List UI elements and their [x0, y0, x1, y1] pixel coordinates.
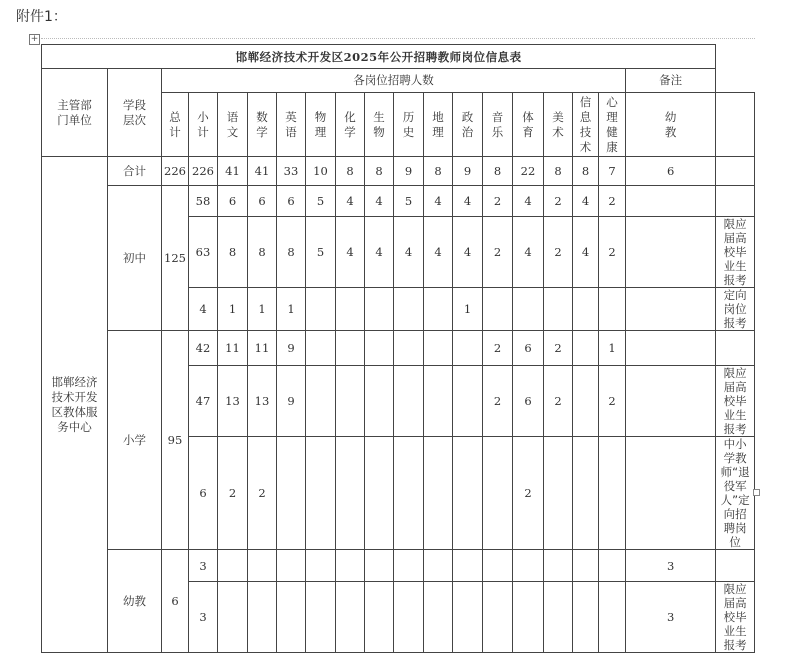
- subject-value-cell: [336, 331, 365, 366]
- header-subject-text: 体育: [522, 109, 534, 139]
- subject-value-cell: [424, 437, 453, 550]
- header-subject-text: 美术: [552, 109, 564, 139]
- subject-value-cell: [573, 366, 599, 437]
- table-row: [42, 186, 755, 217]
- header-group: 各岗位招聘人数: [162, 69, 626, 93]
- subject-value-cell: [544, 550, 573, 582]
- subject-value-cell: 4: [365, 217, 394, 288]
- summary-value: 8: [424, 157, 453, 186]
- subject-value-cell: 4: [394, 217, 424, 288]
- group-total-cell: 125: [162, 186, 189, 331]
- header-subject-1: [248, 93, 277, 157]
- subject-value-cell: 1: [277, 288, 306, 331]
- subtotal-cell: 58: [189, 186, 218, 217]
- subject-value-cell: [365, 550, 394, 582]
- level-cell: 幼教: [108, 550, 162, 653]
- subject-value-cell: [365, 437, 394, 550]
- subject-value-cell: [626, 331, 716, 366]
- header-level-text: 学段层次: [123, 97, 146, 127]
- subject-value-cell: [336, 288, 365, 331]
- summary-total: 226: [162, 157, 189, 186]
- page-margin-guide: [41, 38, 755, 39]
- header-subject-text: 历史: [402, 109, 415, 139]
- subject-value-cell: 2: [248, 437, 277, 550]
- subject-value-cell: 4: [365, 186, 394, 217]
- header-subject-2: [277, 93, 306, 157]
- subject-value-cell: [306, 288, 336, 331]
- header-subject-11: [544, 93, 573, 157]
- subject-value-cell: 1: [599, 331, 626, 366]
- subject-value-cell: 2: [544, 217, 573, 288]
- remark-cell: 中小学教师“退役军人”定向招聘岗位: [716, 437, 755, 550]
- subject-value-cell: [424, 366, 453, 437]
- subject-value-cell: [599, 288, 626, 331]
- table-title: 邯郸经济技术开发区2025年公开招聘教师岗位信息表: [42, 45, 716, 69]
- subtotal-cell: 6: [189, 437, 218, 550]
- remark-cell: 限应届高校毕业生报考: [716, 217, 755, 288]
- subtotal-cell: 42: [189, 331, 218, 366]
- header-remark-blank: [716, 93, 755, 157]
- dept-name-cell: [42, 157, 108, 653]
- header-subject-9: [483, 93, 513, 157]
- group-total-cell: 95: [162, 331, 189, 550]
- subject-value-cell: 9: [277, 331, 306, 366]
- subject-value-cell: 8: [218, 217, 248, 288]
- subject-value-cell: 2: [483, 331, 513, 366]
- attachment-label: 附件1：: [16, 9, 67, 25]
- subtotal-cell: 63: [189, 217, 218, 288]
- subject-value-cell: [453, 550, 483, 582]
- table-resize-handle[interactable]: [753, 489, 760, 496]
- header-subject-0: [218, 93, 248, 157]
- subject-value-cell: 1: [218, 288, 248, 331]
- summary-value: 8: [573, 157, 599, 186]
- subject-value-cell: 4: [453, 217, 483, 288]
- recruitment-table: [41, 44, 755, 653]
- header-subject-text: 语文: [226, 109, 239, 139]
- subject-value-cell: 9: [277, 366, 306, 437]
- header-subject-14: [626, 93, 716, 157]
- subject-value-cell: 1: [248, 288, 277, 331]
- subject-value-cell: [453, 437, 483, 550]
- subject-value-cell: 4: [424, 186, 453, 217]
- subject-value-cell: 11: [218, 331, 248, 366]
- subject-value-cell: [424, 550, 453, 582]
- subject-value-cell: 6: [513, 366, 544, 437]
- subject-value-cell: 4: [336, 186, 365, 217]
- subject-value-cell: 5: [394, 186, 424, 217]
- subject-value-cell: 6: [218, 186, 248, 217]
- subject-value-cell: [626, 217, 716, 288]
- header-subject-6: [394, 93, 424, 157]
- header-subject-10: [513, 93, 544, 157]
- subtotal-cell: 3: [189, 550, 218, 582]
- subject-value-cell: [248, 582, 277, 653]
- subject-value-cell: [218, 582, 248, 653]
- level-cell: 小学: [108, 331, 162, 550]
- remark-cell: 限应届高校毕业生报考: [716, 366, 755, 437]
- subject-value-cell: [626, 366, 716, 437]
- subject-value-cell: [336, 550, 365, 582]
- subject-value-cell: 3: [626, 582, 716, 653]
- subject-value-cell: 2: [599, 217, 626, 288]
- subject-value-cell: [453, 331, 483, 366]
- summary-value: 8: [336, 157, 365, 186]
- subject-value-cell: [306, 331, 336, 366]
- header-dept: [42, 69, 108, 157]
- subject-value-cell: [336, 366, 365, 437]
- subject-value-cell: [424, 331, 453, 366]
- subject-value-cell: 2: [513, 437, 544, 550]
- subject-value-cell: 4: [513, 217, 544, 288]
- header-subject-7: [424, 93, 453, 157]
- remark-cell: [716, 550, 755, 582]
- summary-value: 41: [248, 157, 277, 186]
- subject-value-cell: [306, 366, 336, 437]
- subject-value-cell: [394, 331, 424, 366]
- subject-value-cell: [626, 437, 716, 550]
- subject-value-cell: [513, 288, 544, 331]
- subject-value-cell: 4: [573, 186, 599, 217]
- subject-value-cell: 13: [218, 366, 248, 437]
- subject-value-cell: [544, 582, 573, 653]
- subject-value-cell: [394, 366, 424, 437]
- subject-value-cell: 2: [599, 186, 626, 217]
- remark-cell: [716, 331, 755, 366]
- header-subject-8: [453, 93, 483, 157]
- summary-value: 6: [626, 157, 716, 186]
- remark-cell: 限应届高校毕业生报考: [716, 582, 755, 653]
- subject-value-cell: 6: [513, 331, 544, 366]
- subject-value-cell: [483, 550, 513, 582]
- subject-value-cell: [513, 582, 544, 653]
- subject-value-cell: [277, 437, 306, 550]
- subject-value-cell: [365, 582, 394, 653]
- subject-value-cell: [336, 437, 365, 550]
- subject-value-cell: [306, 437, 336, 550]
- subject-value-cell: [394, 550, 424, 582]
- subject-value-cell: [336, 582, 365, 653]
- subject-value-cell: [513, 550, 544, 582]
- summary-remark: [716, 157, 755, 186]
- subject-value-cell: 2: [483, 366, 513, 437]
- subject-value-cell: [599, 437, 626, 550]
- header-subject-text: 物理: [314, 109, 327, 139]
- subject-value-cell: [365, 366, 394, 437]
- subject-value-cell: [573, 582, 599, 653]
- header-subject-5: [365, 93, 394, 157]
- subject-value-cell: 4: [336, 217, 365, 288]
- subject-value-cell: [483, 437, 513, 550]
- subject-value-cell: 4: [513, 186, 544, 217]
- subject-value-cell: 3: [626, 550, 716, 582]
- header-dept-text: 主管部门单位: [57, 97, 92, 127]
- header-total-text: 总计: [169, 109, 181, 139]
- header-subject-text: 音乐: [491, 109, 504, 139]
- subject-value-cell: [453, 366, 483, 437]
- summary-label: 合计: [108, 157, 162, 186]
- header-subject-text: 心理健康: [606, 94, 618, 154]
- subject-value-cell: [306, 550, 336, 582]
- subject-value-cell: [394, 288, 424, 331]
- header-subject-text: 信息技术: [579, 94, 592, 154]
- subject-value-cell: [424, 582, 453, 653]
- summary-value: 9: [394, 157, 424, 186]
- subject-value-cell: 2: [483, 217, 513, 288]
- subject-value-cell: [573, 437, 599, 550]
- subject-value-cell: [365, 331, 394, 366]
- subtotal-cell: 47: [189, 366, 218, 437]
- subject-value-cell: 2: [544, 331, 573, 366]
- subject-value-cell: [394, 437, 424, 550]
- header-subject-3: [306, 93, 336, 157]
- summary-row: [42, 157, 755, 186]
- subject-value-cell: [544, 288, 573, 331]
- subject-value-cell: [626, 288, 716, 331]
- subject-value-cell: 11: [248, 331, 277, 366]
- subtotal-cell: 4: [189, 288, 218, 331]
- header-subject-text: 化学: [344, 109, 356, 139]
- subject-value-cell: 4: [573, 217, 599, 288]
- header-subject-12: [573, 93, 599, 157]
- subject-value-cell: [573, 288, 599, 331]
- summary-subtotal: 226: [189, 157, 218, 186]
- header-subject-13: [599, 93, 626, 157]
- summary-value: 8: [483, 157, 513, 186]
- subject-value-cell: [248, 550, 277, 582]
- subject-value-cell: [277, 550, 306, 582]
- subject-value-cell: [453, 582, 483, 653]
- summary-value: 10: [306, 157, 336, 186]
- subject-value-cell: [306, 582, 336, 653]
- subject-value-cell: 8: [277, 217, 306, 288]
- subject-value-cell: [573, 550, 599, 582]
- subject-value-cell: [544, 437, 573, 550]
- summary-value: 33: [277, 157, 306, 186]
- summary-value: 8: [544, 157, 573, 186]
- subject-value-cell: [218, 550, 248, 582]
- subject-value-cell: 5: [306, 217, 336, 288]
- header-subtotal-text: 小计: [197, 109, 209, 139]
- header-subject-text: 政治: [461, 109, 474, 139]
- subject-value-cell: 2: [544, 366, 573, 437]
- table-move-handle-icon[interactable]: +: [30, 34, 39, 44]
- remark-cell: [716, 186, 755, 217]
- subject-value-cell: 2: [483, 186, 513, 217]
- summary-value: 9: [453, 157, 483, 186]
- header-subject-text: 幼教: [664, 109, 677, 139]
- header-subtotal: [189, 93, 218, 157]
- subject-value-cell: 13: [248, 366, 277, 437]
- header-level: [108, 69, 162, 157]
- subject-value-cell: 2: [599, 366, 626, 437]
- dept-name: 邯郸经济技术开发区教体服务中心: [51, 374, 98, 434]
- header-subject-text: 生物: [373, 109, 385, 139]
- group-total-cell: 6: [162, 550, 189, 653]
- subject-value-cell: [573, 331, 599, 366]
- header-subject-text: 地理: [432, 109, 444, 139]
- subject-value-cell: [599, 550, 626, 582]
- header-subject-text: 数学: [256, 109, 268, 139]
- subject-value-cell: 1: [453, 288, 483, 331]
- subject-value-cell: [394, 582, 424, 653]
- level-cell: 初中: [108, 186, 162, 331]
- table-row: [42, 550, 755, 582]
- subject-value-cell: [483, 582, 513, 653]
- subtotal-cell: 3: [189, 582, 218, 653]
- summary-value: 8: [365, 157, 394, 186]
- subject-value-cell: 5: [306, 186, 336, 217]
- summary-value: 22: [513, 157, 544, 186]
- subject-value-cell: 6: [248, 186, 277, 217]
- header-total: [162, 93, 189, 157]
- subject-value-cell: [626, 186, 716, 217]
- header-remark: 备注: [626, 69, 716, 93]
- subject-value-cell: 2: [218, 437, 248, 550]
- remark-cell: 定向岗位报考: [716, 288, 755, 331]
- subject-value-cell: [424, 288, 453, 331]
- table-row: [42, 331, 755, 366]
- subject-value-cell: 2: [544, 186, 573, 217]
- subject-value-cell: 4: [453, 186, 483, 217]
- subject-value-cell: 6: [277, 186, 306, 217]
- summary-value: 41: [218, 157, 248, 186]
- header-subject-text: 英语: [285, 109, 297, 139]
- subject-value-cell: 4: [424, 217, 453, 288]
- header-subject-4: [336, 93, 365, 157]
- subject-value-cell: [599, 582, 626, 653]
- summary-value: 7: [599, 157, 626, 186]
- subject-value-cell: [277, 582, 306, 653]
- subject-value-cell: [483, 288, 513, 331]
- subject-value-cell: 8: [248, 217, 277, 288]
- subject-value-cell: [365, 288, 394, 331]
